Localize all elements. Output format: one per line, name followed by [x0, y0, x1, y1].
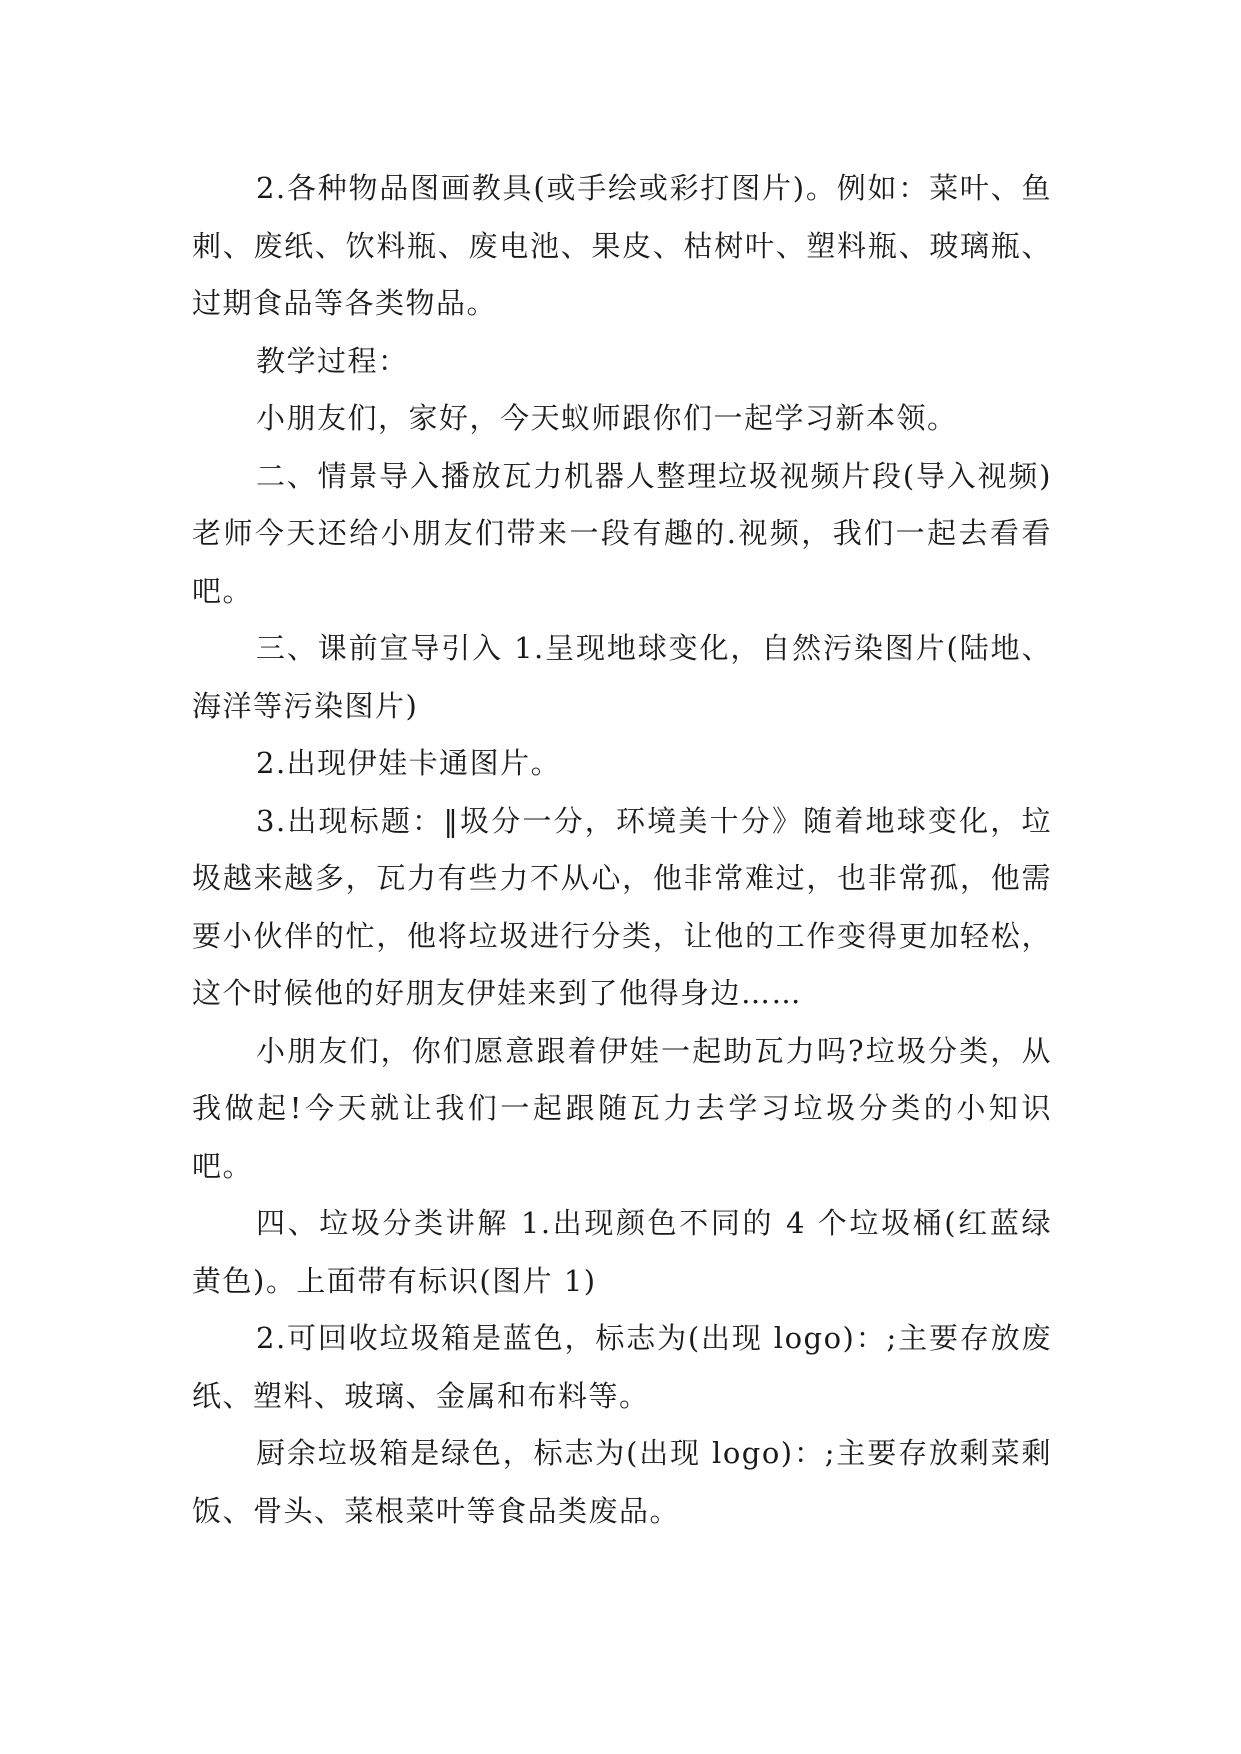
paragraph-process-heading: 教学过程：: [256, 343, 409, 378]
paragraph-kitchen-waste: 厨余垃圾箱是绿色，标志为(出现 logo)：;主要存放剩菜剩饭、骨头、菜根菜叶等食品类废品。: [192, 1436, 1052, 1528]
paragraph-title-story: 3.出现标题：‖圾分一分，环境美十分》随着地球变化，垃圾越来越多，瓦力有些力不从心，他非常难过，也非常孤，他需要小伙伴的忙，他将垃圾进行分类，让他的工作变得更加轻松，这个时候他的好朋友伊娃来到了他得身边……: [192, 803, 1052, 1010]
paragraph-pre-class: 三、课前宣导引入 1.呈现地球变化，自然污染图片(陆地、海洋等污染图片): [192, 631, 1052, 723]
paragraph-eva-picture: 2.出现伊娃卡通图片。: [256, 746, 562, 780]
paragraph-classification: 四、垃圾分类讲解 1.出现颜色不同的 4 个垃圾桶(红蓝绿黄色)。上面带有标识(图片 1): [192, 1206, 1052, 1298]
paragraph-recyclable: 2.可回收垃圾箱是蓝色，标志为(出现 logo)：;主要存放废纸、塑料、玻璃、金属和布料等。: [192, 1321, 1052, 1413]
paragraph-teaching-aids: 2.各种物品图画教具(或手绘或彩打图片)。例如：菜叶、鱼刺、废纸、饮料瓶、废电池、果皮、枯树叶、塑料瓶、玻璃瓶、过期食品等各类物品。: [192, 171, 1052, 320]
document-body: [192, 160, 1052, 1540]
paragraph-call-to-action: 小朋友们，你们愿意跟着伊娃一起助瓦力吗?垃圾分类，从我做起!今天就让我们一起跟随瓦力去学习垃圾分类的小知识吧。: [192, 1033, 1052, 1183]
paragraph-greeting: 小朋友们，家好，今天蚁师跟你们一起学习新本领。: [256, 401, 958, 435]
paragraph-scene-intro: 二、情景导入播放瓦力机器人整理垃圾视频片段(导入视频)老师今天还给小朋友们带来一段有趣的.视频，我们一起去看看吧。: [192, 458, 1052, 608]
